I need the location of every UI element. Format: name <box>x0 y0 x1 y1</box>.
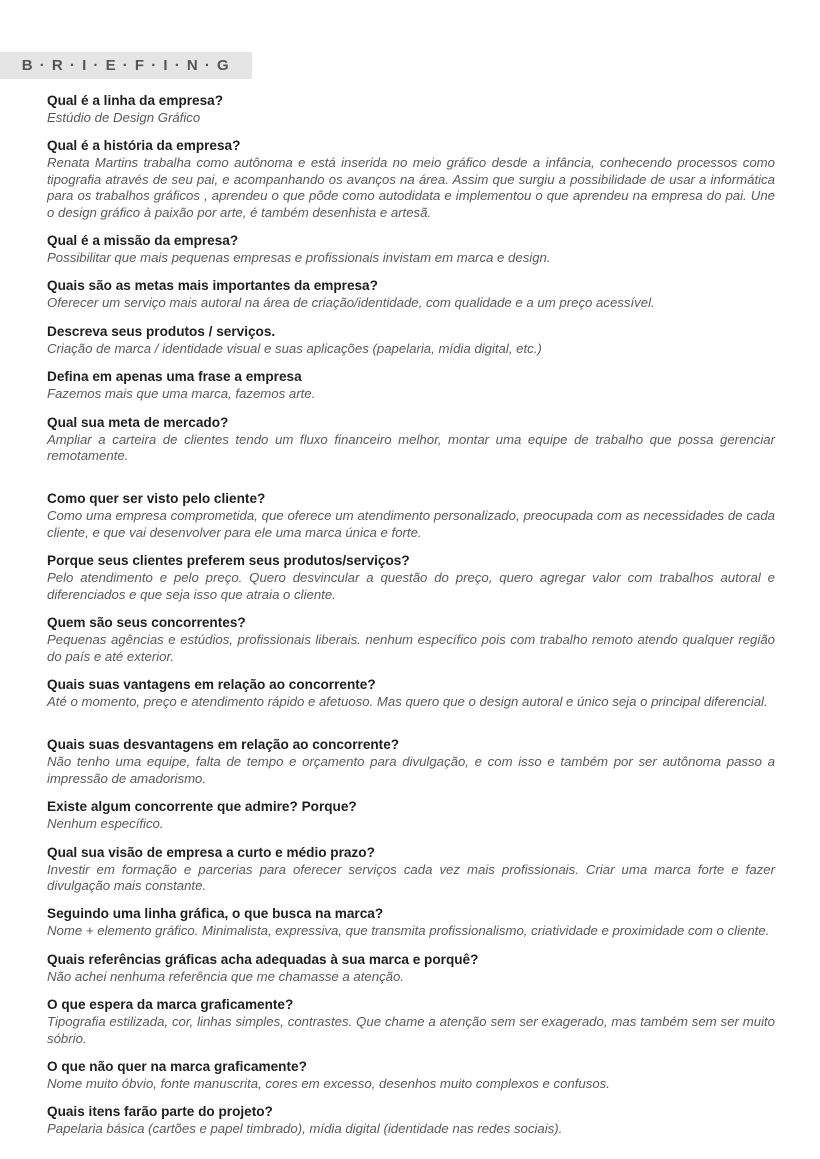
qa-item <box>47 138 775 221</box>
qa-item <box>47 952 775 985</box>
qa-item <box>47 737 775 787</box>
answer-text: Oferecer um serviço mais autoral na área de criação/identidade, com qualidade e a um preço acessível. <box>47 295 655 311</box>
qa-item <box>47 845 775 895</box>
answer-text: Renata Martins trabalha como autônoma e está inserida no meio gráfico desde a infância, conhecendo processos como tipografia através de seu pai, e acompanhando os avanços na área. Assim que surgiu a possibilidade de usar a informática para os trabalhos gráficos , aprendeu o que pôde como autodidata e implementou o que aprendeu na empresa do pai. Une o design gráfico à paixão por arte, é também desenhista e artesã. <box>47 155 775 220</box>
question-heading: Qual é a história da empresa? <box>47 138 241 154</box>
question-heading: Defina em apenas uma frase a empresa <box>47 369 302 385</box>
qa-item <box>47 799 775 832</box>
qa-item <box>47 233 775 266</box>
question-heading: Quais suas vantagens em relação ao concorrente? <box>47 676 376 692</box>
qa-item <box>47 997 775 1047</box>
answer-text: Pelo atendimento e pelo preço. Quero desvincular a questão do preço, quero agregar valor com trabalhos autoral e diferenciados e que seja isso que atraia o cliente. <box>47 570 775 602</box>
qa-item <box>47 491 775 541</box>
answer-text: Nenhum específico. <box>47 816 164 832</box>
question-heading: O que espera da marca graficamente? <box>47 997 294 1013</box>
question-heading: Qual é a missão da empresa? <box>47 233 239 249</box>
answer-text: Até o momento, preço e atendimento rápido e afetuoso. Mas quero que o design autoral e único seja o principal diferencial. <box>47 693 768 709</box>
question-heading: Qual sua meta de mercado? <box>47 414 229 430</box>
qa-item <box>47 1104 775 1137</box>
answer-text: Ampliar a carteira de clientes tendo um fluxo financeiro melhor, montar uma equipe de trabalho que possa gerenciar remotamente. <box>47 431 775 464</box>
answer-text: Como uma empresa comprometida, que oferece um atendimento personalizado, preocupada com as necessidades de cada cliente, e que vai desenvolver para ele uma marca única e forte. <box>47 508 775 540</box>
qa-item <box>47 1059 775 1092</box>
qa-item <box>47 677 775 710</box>
question-heading: Seguindo uma linha gráfica, o que busca na marca? <box>47 906 384 922</box>
qa-list <box>47 93 775 1138</box>
question-heading: Quais referências gráficas acha adequadas à sua marca e porquê? <box>47 951 479 967</box>
answer-text: Fazemos mais que uma marca, fazemos arte. <box>47 386 316 402</box>
answer-text: Criação de marca / identidade visual e suas aplicações (papelaria, mídia digital, etc.) <box>47 340 542 356</box>
question-heading: Quem são seus concorrentes? <box>47 615 246 631</box>
answer-text: Papelaria básica (cartões e papel timbrado), mídia digital (identidade nas redes sociais). <box>47 1121 563 1137</box>
answer-text: Não achei nenhuma referência que me chamasse a atenção. <box>47 968 405 984</box>
question-heading: O que não quer na marca graficamente? <box>47 1058 307 1074</box>
qa-item <box>47 615 775 665</box>
answer-text: Investir em formação e parcerias para oferecer serviços cada vez mais profissionais. Criar uma marca forte e fazer divulgação mais constante. <box>47 861 775 893</box>
question-heading: Quais são as metas mais importantes da empresa? <box>47 278 378 294</box>
answer-text: Pequenas agências e estúdios, profissionais liberais. nenhum específico pois com trabalho remoto atendo qualquer região do país e até exterior. <box>47 632 775 664</box>
answer-text: Tipografia estilizada, cor, linhas simples, contrastes. Que chame a atenção sem ser exagerado, mas também sem ser muito sóbrio. <box>47 1014 775 1046</box>
question-heading: Como quer ser visto pelo cliente? <box>47 491 266 507</box>
question-heading: Qual é a linha da empresa? <box>47 93 224 108</box>
qa-item <box>47 369 775 402</box>
question-heading: Quais suas desvantagens em relação ao concorrente? <box>47 737 400 753</box>
answer-text: Nome + elemento gráfico. Minimalista, expressiva, que transmita profissionalismo, criatividade e proximidade com o cliente. <box>47 923 770 939</box>
answer-text: Nome muito óbvio, fonte manuscrita, cores em excesso, desenhos muito complexos e confusos. <box>47 1075 610 1091</box>
qa-item <box>47 278 775 311</box>
qa-item <box>47 553 775 603</box>
qa-item <box>47 906 775 939</box>
question-heading: Descreva seus produtos / serviços. <box>47 323 276 339</box>
qa-item <box>47 93 775 126</box>
question-heading: Porque seus clientes preferem seus produtos/serviços? <box>47 553 410 569</box>
question-heading: Existe algum concorrente que admire? Porque? <box>47 799 357 815</box>
question-heading: Qual sua visão de empresa a curto e médio prazo? <box>47 844 375 860</box>
briefing-title-bar <box>0 52 252 79</box>
answer-text: Estúdio de Design Gráfico <box>47 110 201 125</box>
question-heading: Quais itens farão parte do projeto? <box>47 1104 273 1120</box>
page-title: B · R · I · E · F · I · N · G <box>21 57 231 74</box>
qa-item <box>47 324 775 357</box>
answer-text: Possibilitar que mais pequenas empresas e profissionais invistam em marca e design. <box>47 250 551 266</box>
qa-item <box>47 415 775 465</box>
answer-text: Não tenho uma equipe, falta de tempo e orçamento para divulgação, e com isso e também por ser autônoma passo a impressão de amadorismo. <box>47 754 775 786</box>
